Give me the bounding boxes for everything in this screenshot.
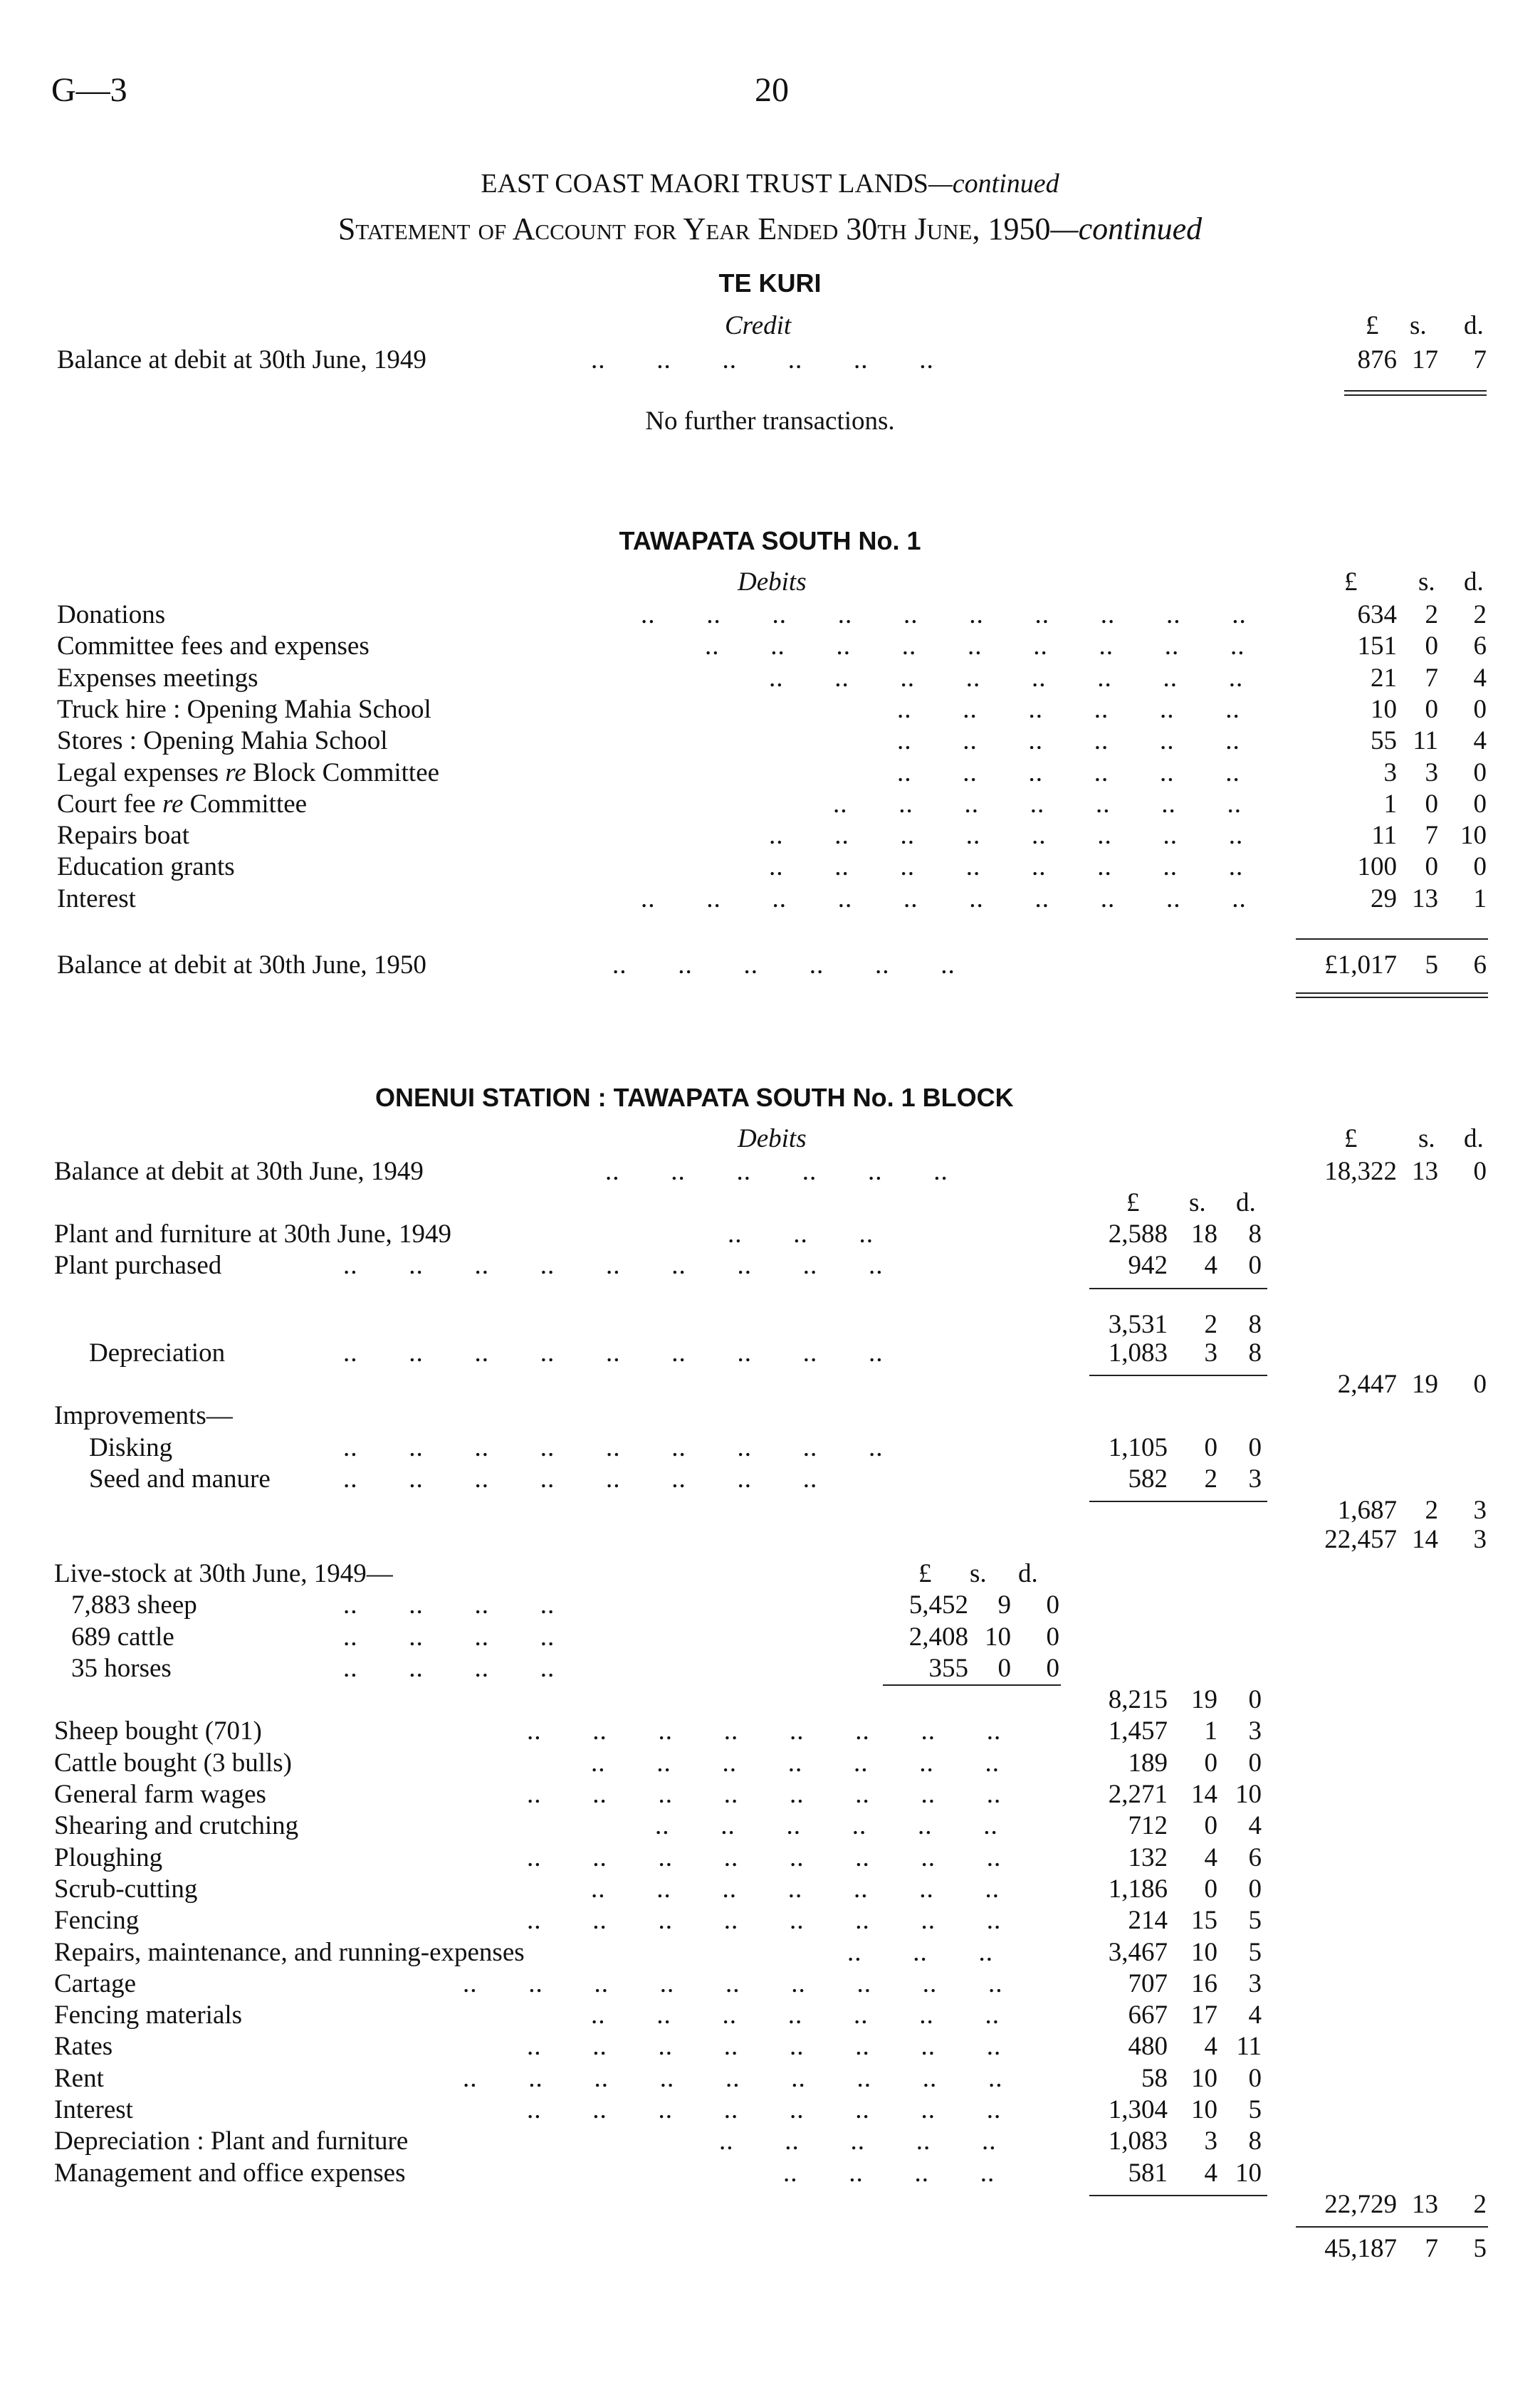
expense-row (0, 2063, 1540, 2094)
leader-dots: .. .. .. .. .. .. (897, 694, 1240, 724)
row-label: Truck hire : Opening Mahia School (57, 694, 431, 724)
pounds-value: 151 (1357, 631, 1397, 661)
disking-row (0, 1432, 1540, 1464)
tawapata-heading: TAWAPATA SOUTH No. 1 (619, 526, 921, 555)
shillings-value: 0 (1204, 1811, 1217, 1841)
leader-dots: .. .. .. .. .. .. .. .. .. .. (641, 883, 1247, 913)
plant-sum-rule (1089, 1288, 1267, 1289)
shillings-value: 4 (1204, 2032, 1217, 2062)
tawapata-row (0, 820, 1540, 851)
row-label: Management and office expenses (54, 2158, 406, 2188)
pounds-value: 22,457 (1324, 1524, 1397, 1554)
pounds-value: 712 (1128, 1811, 1168, 1841)
row-label: Repairs boat (57, 821, 189, 851)
pence-value: 0 (1473, 789, 1487, 819)
leader-dots: .. .. .. .. (343, 1653, 555, 1683)
expense-row (0, 1779, 1540, 1810)
pounds-value: 3 (1383, 757, 1397, 787)
row-label: Fencing materials (54, 2000, 243, 2030)
shillings-value: 10 (1191, 2095, 1217, 2125)
leader-dots: .. .. .. .. .. .. .. .. (769, 663, 1244, 693)
pence-value: 2 (1473, 2189, 1487, 2219)
pence-value: 5 (1248, 1937, 1262, 1967)
statement-title: Statement of Account for Year Ended 30th June, 1950—continued (337, 211, 1203, 246)
row-label: Legal expenses re Block Committee (57, 757, 440, 787)
expense-row (0, 1937, 1540, 1968)
shillings-value: 0 (1204, 1432, 1217, 1462)
pounds-value: 355 (928, 1653, 968, 1683)
pounds-value: 480 (1128, 2032, 1168, 2062)
row-label: Committee fees and expenses (57, 631, 370, 661)
pounds-value: 21 (1371, 663, 1397, 693)
pounds-value: 29 (1371, 883, 1397, 913)
te-kuri-double-rule (1344, 390, 1487, 396)
row-label: Depreciation : Plant and furniture (54, 2126, 409, 2156)
shillings-header: s. (1418, 1124, 1435, 1153)
pounds-value: 3,531 (1108, 1309, 1168, 1339)
leader-dots: .. .. .. .. .. .. .. (591, 1874, 1000, 1904)
shillings-value: 3 (1204, 1338, 1217, 1368)
shillings-value: 2 (1204, 1309, 1217, 1339)
onenui-heading: ONENUI STATION : TAWAPATA SOUTH No. 1 BLOCK (375, 1083, 1014, 1112)
pounds-header: £ (1344, 1124, 1358, 1153)
pounds-header: £ (1366, 311, 1379, 340)
shillings-value: 13 (1412, 2189, 1438, 2219)
pounds-value: 8,215 (1108, 1685, 1168, 1715)
tawapata-double-rule (1296, 992, 1488, 998)
pence-value: 0 (1248, 1685, 1262, 1715)
shillings-value: 4 (1204, 1251, 1217, 1281)
leader-dots: .. .. .. (728, 1220, 874, 1249)
shillings-value: 19 (1412, 1370, 1438, 1400)
shillings-value: 15 (1191, 1906, 1217, 1936)
expense-row (0, 2031, 1540, 2062)
pounds-value: 581 (1128, 2158, 1168, 2188)
pence-value: 0 (1046, 1622, 1059, 1652)
leader-dots: .. .. .. .. .. .. .. .. (527, 1716, 1002, 1746)
row-label: Interest (54, 2095, 133, 2125)
shillings-value: 2 (1425, 1496, 1438, 1526)
pounds-value: 2,447 (1337, 1370, 1397, 1400)
shillings-value: 14 (1191, 1780, 1217, 1810)
pence-value: 8 (1248, 1309, 1262, 1339)
seed-row (0, 1464, 1540, 1495)
shillings-value: 10 (1191, 1937, 1217, 1967)
livestock-currency-header: £ (918, 1558, 932, 1588)
improvements-total-row (0, 1495, 1540, 1526)
leader-dots: .. .. .. .. .. .. (897, 757, 1240, 787)
pounds-value: 707 (1128, 1968, 1168, 1998)
tawapata-row (0, 789, 1540, 820)
shillings-value: 11 (1413, 726, 1438, 756)
tawapata-balance-row: Balance at debit at 30th June, 1950 .. .. .. .. .. .. £1,017 5 6 (57, 950, 1487, 980)
row-label: Rates (54, 2032, 113, 2062)
leader-dots: .. .. .. .. .. .. .. .. (527, 2095, 1002, 2125)
shillings-value: 10 (985, 1622, 1011, 1652)
row-label: Court fee re Committee (57, 789, 308, 819)
livestock-label: Live-stock at 30th June, 1949— (54, 1558, 393, 1588)
plant-row (0, 1219, 1540, 1250)
expense-row (0, 1716, 1540, 1747)
expense-row (0, 1905, 1540, 1936)
row-label: Seed and manure (89, 1464, 271, 1494)
leader-dots: .. .. .. .. .. .. .. (833, 789, 1242, 819)
shillings-value: 17 (1191, 2000, 1217, 2030)
shillings-value: 7 (1425, 821, 1438, 851)
subtotal-row (0, 1524, 1540, 1556)
pence-value: 6 (1473, 631, 1487, 661)
leader-dots: .. .. .. .. .. .. .. .. (527, 1842, 1002, 1872)
leader-dots: .. .. .. .. .. .. (897, 726, 1240, 756)
tawapata-row (0, 694, 1540, 725)
row-label: Plant purchased (54, 1251, 222, 1281)
leader-dots: .. .. .. .. .. (719, 2126, 997, 2156)
page-number: 20 (755, 71, 789, 109)
pounds-value: 1,304 (1108, 2095, 1168, 2125)
pence-value: 4 (1248, 2000, 1262, 2030)
pence-value: 0 (1248, 1874, 1262, 1904)
shillings-value: 0 (997, 1653, 1011, 1683)
row-label: Cartage (54, 1968, 137, 1998)
tawapata-row (0, 725, 1540, 757)
tawapata-sum-rule (1296, 938, 1488, 940)
row-label: 689 cattle (71, 1622, 174, 1652)
shillings-value: 4 (1204, 2158, 1217, 2188)
row-label: Stores : Opening Mahia School (57, 726, 388, 756)
shillings-value: 4 (1204, 1842, 1217, 1872)
leader-dots: .. .. .. .. .. .. .. .. (527, 1780, 1002, 1810)
pence-value: 5 (1248, 2095, 1262, 2125)
pence-value: 3 (1473, 1524, 1487, 1554)
tawapata-debits-label: Debits (738, 567, 807, 597)
row-label: General farm wages (54, 1780, 266, 1810)
pence-value: 1 (1473, 883, 1487, 913)
expense-row (0, 2000, 1540, 2031)
pounds-value: 942 (1128, 1251, 1168, 1281)
pence-value: 0 (1473, 757, 1487, 787)
row-label: Disking (89, 1432, 173, 1462)
pence-value: 0 (1248, 2063, 1262, 2093)
leader-dots: .. .. .. .. (343, 1590, 555, 1620)
shillings-value: 7 (1425, 2234, 1438, 2264)
pence-value: 4 (1473, 726, 1487, 756)
tawapata-row (0, 851, 1540, 883)
pence-value: 3 (1248, 1968, 1262, 1998)
leader-dots: .. .. .. .. .. .. .. .. (769, 852, 1244, 882)
te-kuri-credit-label: Credit (725, 311, 792, 340)
shillings-value: 0 (1425, 852, 1438, 882)
pence-value: 10 (1235, 1780, 1262, 1810)
onenui-opening-balance-row: Balance at debit at 30th June, 1949 .. .. .. .. .. .. 18,322 13 0 (54, 1157, 1487, 1186)
plant-subtotal-row (0, 1309, 1540, 1341)
shillings-value: 13 (1412, 883, 1438, 913)
shillings-value: 18 (1191, 1220, 1217, 1249)
plant-purchased-row (0, 1250, 1540, 1281)
livestock-total-row (0, 1684, 1540, 1716)
pence-value: 3 (1248, 1464, 1262, 1494)
pence-header: d. (1464, 1124, 1484, 1153)
livestock-currency-header: s. (970, 1558, 987, 1588)
plant-net-row (0, 1369, 1540, 1400)
shillings-value: 14 (1412, 1524, 1438, 1554)
te-kuri-balance-row: Balance at debit at 30th June, 1949 .. .. .. .. .. .. 876 17 7 (57, 345, 1487, 374)
pence-value: 5 (1248, 1906, 1262, 1936)
row-label: Sheep bought (701) (54, 1716, 262, 1746)
leader-dots: .. .. .. .. .. .. .. .. .. (705, 631, 1245, 661)
pounds-value: 11 (1371, 821, 1397, 851)
row-label: Shearing and crutching (54, 1811, 299, 1841)
shillings-value: 0 (1425, 789, 1438, 819)
expense-row (0, 1810, 1540, 1842)
row-label: Education grants (57, 852, 235, 882)
pence-value: 10 (1460, 821, 1487, 851)
pence-value: 0 (1473, 1370, 1487, 1400)
pounds-value: 1,457 (1108, 1716, 1168, 1746)
pence-value: 6 (1248, 1842, 1262, 1872)
shillings-header-mid: s. (1189, 1188, 1206, 1217)
pounds-value: 10 (1371, 694, 1397, 724)
pounds-value: 2,408 (908, 1622, 968, 1652)
row-label: Cattle bought (3 bulls) (54, 1748, 292, 1778)
improvements-label: Improvements— (54, 1401, 233, 1431)
grand-total-rule (1296, 2226, 1488, 2228)
expenses-total-row (0, 2189, 1540, 2220)
pence-value: 4 (1473, 663, 1487, 693)
te-kuri-heading: TE KURI (718, 268, 822, 298)
row-label: Expenses meetings (57, 663, 258, 693)
pounds-value: 45,187 (1324, 2234, 1397, 2264)
row-label: Ploughing (54, 1842, 163, 1872)
shillings-value: 16 (1191, 1968, 1217, 1998)
pence-value: 8 (1248, 1220, 1262, 1249)
leader-dots: .. .. .. .. .. .. .. .. (527, 1906, 1002, 1936)
pounds-value: 100 (1357, 852, 1397, 882)
pounds-value: 582 (1128, 1464, 1168, 1494)
pence-value: 0 (1046, 1590, 1059, 1620)
pence-value: 0 (1046, 1653, 1059, 1683)
pounds-value: 189 (1128, 1748, 1168, 1778)
shillings-value: 9 (997, 1590, 1011, 1620)
expense-row (0, 1748, 1540, 1779)
pence-value: 0 (1248, 1748, 1262, 1778)
pounds-value: 55 (1371, 726, 1397, 756)
pounds-value: 667 (1128, 2000, 1168, 2030)
tawapata-row (0, 599, 1540, 631)
row-label: Interest (57, 883, 136, 913)
grand-total-row (0, 2233, 1540, 2265)
shillings-value: 0 (1204, 1874, 1217, 1904)
row-label: Plant and furniture at 30th June, 1949 (54, 1220, 451, 1249)
pounds-value: 58 (1141, 2063, 1168, 2093)
pounds-value: 1 (1383, 789, 1397, 819)
pence-value: 5 (1473, 2234, 1487, 2264)
row-label: Depreciation (89, 1338, 226, 1368)
tawapata-row (0, 757, 1540, 789)
leader-dots: .. .. .. .. .. .. (655, 1811, 998, 1841)
pence-value: 10 (1235, 2158, 1262, 2188)
pounds-header: £ (1344, 567, 1358, 597)
pence-header-mid: d. (1236, 1188, 1256, 1217)
row-label: Scrub-cutting (54, 1874, 198, 1904)
pounds-value: 22,729 (1324, 2189, 1397, 2219)
pounds-value: 2,588 (1108, 1220, 1168, 1249)
expense-row (0, 2158, 1540, 2189)
pounds-value: 3,467 (1108, 1937, 1168, 1967)
tawapata-row (0, 631, 1540, 662)
onenui-debits-label: Debits (738, 1124, 807, 1153)
pounds-value: 634 (1357, 600, 1397, 629)
page-code: G—3 (51, 71, 127, 109)
leader-dots: .. .. .. .. .. .. .. .. .. (463, 1968, 1003, 1998)
expense-row (0, 1968, 1540, 2000)
depreciation-row (0, 1338, 1540, 1369)
leader-dots: .. .. .. (847, 1937, 993, 1967)
tawapata-row (0, 883, 1540, 915)
shillings-value: 19 (1191, 1685, 1217, 1715)
leader-dots: .. .. .. .. .. .. .. (591, 2000, 1000, 2030)
pounds-value: 1,186 (1108, 1874, 1168, 1904)
leader-dots: .. .. .. .. .. .. .. .. (343, 1464, 818, 1494)
shillings-value: 3 (1204, 2126, 1217, 2156)
shillings-value: 0 (1204, 1748, 1217, 1778)
leader-dots: .. .. .. .. (783, 2158, 995, 2188)
row-label: Fencing (54, 1906, 140, 1936)
shillings-value: 1 (1204, 1716, 1217, 1746)
pence-value: 0 (1248, 1251, 1262, 1281)
pounds-value: 1,083 (1108, 1338, 1168, 1368)
pence-value: 0 (1248, 1432, 1262, 1462)
row-label: 35 horses (71, 1653, 172, 1683)
pounds-value: 1,083 (1108, 2126, 1168, 2156)
tawapata-row (0, 663, 1540, 694)
expense-row (0, 2126, 1540, 2157)
expense-row (0, 1874, 1540, 1905)
pounds-value: 1,105 (1108, 1432, 1168, 1462)
shillings-value: 3 (1425, 757, 1438, 787)
expense-row (0, 1842, 1540, 1874)
shillings-header: s. (1418, 567, 1435, 597)
document-title: EAST COAST MAORI TRUST LANDS—continued (481, 169, 1059, 199)
shillings-value: 0 (1425, 694, 1438, 724)
pounds-value: 5,452 (908, 1590, 968, 1620)
leader-dots: .. .. .. .. .. .. .. .. .. (343, 1338, 884, 1368)
pounds-value: 214 (1128, 1906, 1168, 1936)
row-label: Rent (54, 2063, 104, 2093)
pence-value: 2 (1473, 600, 1487, 629)
pounds-header-mid: £ (1126, 1188, 1140, 1217)
pence-value: 0 (1473, 694, 1487, 724)
row-label: Repairs, maintenance, and running-expenses (54, 1937, 525, 1967)
row-label: 7,883 sheep (71, 1590, 197, 1620)
shillings-value: 2 (1204, 1464, 1217, 1494)
pence-value: 4 (1248, 1811, 1262, 1841)
leader-dots: .. .. .. .. .. .. .. .. .. (343, 1432, 884, 1462)
livestock-row (0, 1653, 1540, 1684)
leader-dots: .. .. .. .. .. .. .. .. .. .. (641, 600, 1247, 629)
pence-value: 8 (1248, 1338, 1262, 1368)
shillings-value: 0 (1425, 631, 1438, 661)
pence-value: 8 (1248, 2126, 1262, 2156)
shillings-header: s. (1410, 311, 1427, 340)
shillings-value: 7 (1425, 663, 1438, 693)
expense-row (0, 2094, 1540, 2126)
pence-header: d. (1464, 311, 1484, 340)
livestock-row (0, 1622, 1540, 1653)
pence-value: 11 (1236, 2032, 1262, 2062)
leader-dots: .. .. .. .. .. .. .. .. (769, 821, 1244, 851)
te-kuri-note: No further transactions. (645, 407, 895, 436)
leader-dots: .. .. .. .. .. .. .. .. (527, 2032, 1002, 2062)
livestock-currency-header: d. (1018, 1558, 1038, 1588)
leader-dots: .. .. .. .. .. .. .. .. .. (343, 1251, 884, 1281)
livestock-row (0, 1590, 1540, 1621)
pounds-value: 2,271 (1108, 1780, 1168, 1810)
pence-value: 3 (1473, 1496, 1487, 1526)
shillings-value: 2 (1425, 600, 1438, 629)
row-label: Donations (57, 600, 166, 629)
pence-value: 3 (1248, 1716, 1262, 1746)
pounds-value: 1,687 (1337, 1496, 1397, 1526)
leader-dots: .. .. .. .. .. .. .. (591, 1748, 1000, 1778)
pounds-value: 132 (1128, 1842, 1168, 1872)
leader-dots: .. .. .. .. .. .. .. .. .. (463, 2063, 1003, 2093)
leader-dots: .. .. .. .. (343, 1622, 555, 1652)
shillings-value: 10 (1191, 2063, 1217, 2093)
pence-value: 0 (1473, 852, 1487, 882)
pence-header: d. (1464, 567, 1484, 597)
